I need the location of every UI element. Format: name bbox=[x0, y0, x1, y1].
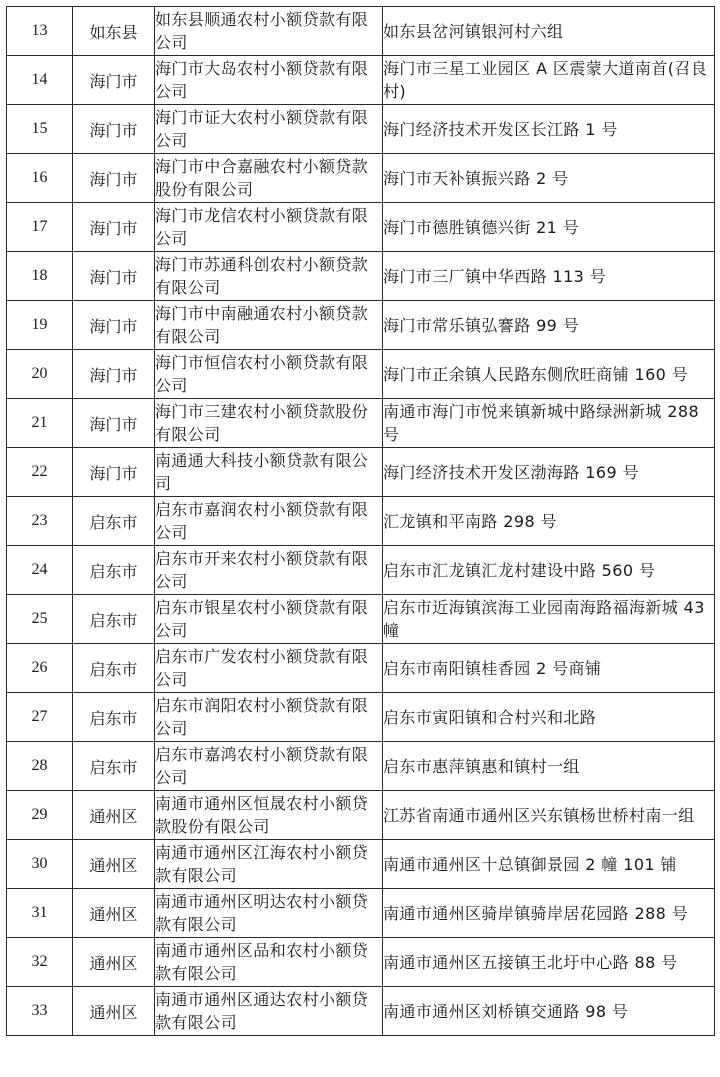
company-name-cell: 南通市通州区通达农村小额贷款有限公司 bbox=[155, 987, 383, 1036]
row-number: 29 bbox=[7, 791, 73, 840]
row-number: 14 bbox=[7, 56, 73, 105]
address-cell: 海门市三星工业园区 A 区震蒙大道南首(召良村) bbox=[383, 56, 715, 105]
company-name-cell: 启东市广发农村小额贷款有限公司 bbox=[155, 644, 383, 693]
table-row bbox=[7, 497, 715, 546]
table-row bbox=[7, 742, 715, 791]
row-number: 21 bbox=[7, 399, 73, 448]
address-cell: 启东市寅阳镇和合村兴和北路 bbox=[383, 693, 715, 742]
row-number: 24 bbox=[7, 546, 73, 595]
district-cell: 启东市 bbox=[73, 693, 155, 742]
row-number: 31 bbox=[7, 889, 73, 938]
table-row bbox=[7, 154, 715, 203]
document-page bbox=[6, 6, 714, 1036]
company-name-cell: 南通市通州区品和农村小额贷款有限公司 bbox=[155, 938, 383, 987]
district-cell: 启东市 bbox=[73, 546, 155, 595]
company-name-cell: 海门市证大农村小额贷款有限公司 bbox=[155, 105, 383, 154]
table-row bbox=[7, 791, 715, 840]
district-cell: 海门市 bbox=[73, 301, 155, 350]
address-cell: 南通市通州区刘桥镇交通路 98 号 bbox=[383, 987, 715, 1036]
row-number: 28 bbox=[7, 742, 73, 791]
company-name-cell: 海门市大岛农村小额贷款有限公司 bbox=[155, 56, 383, 105]
address-cell: 启东市汇龙镇汇龙村建设中路 560 号 bbox=[383, 546, 715, 595]
address-cell: 海门经济技术开发区长江路 1 号 bbox=[383, 105, 715, 154]
address-cell: 启东市惠萍镇惠和镇村一组 bbox=[383, 742, 715, 791]
district-cell: 海门市 bbox=[73, 399, 155, 448]
row-number: 19 bbox=[7, 301, 73, 350]
table-row bbox=[7, 889, 715, 938]
district-cell: 海门市 bbox=[73, 350, 155, 399]
row-number: 22 bbox=[7, 448, 73, 497]
table-row bbox=[7, 56, 715, 105]
district-cell: 海门市 bbox=[73, 105, 155, 154]
district-cell: 通州区 bbox=[73, 987, 155, 1036]
address-cell: 海门市三厂镇中华西路 113 号 bbox=[383, 252, 715, 301]
table-row bbox=[7, 301, 715, 350]
company-name-cell: 启东市嘉润农村小额贷款有限公司 bbox=[155, 497, 383, 546]
table-row bbox=[7, 350, 715, 399]
row-number: 25 bbox=[7, 595, 73, 644]
address-cell: 海门经济技术开发区渤海路 169 号 bbox=[383, 448, 715, 497]
table-row bbox=[7, 987, 715, 1036]
address-cell: 海门市正余镇人民路东侧欣旺商铺 160 号 bbox=[383, 350, 715, 399]
company-name-cell: 南通通大科技小额贷款有限公司 bbox=[155, 448, 383, 497]
table-row bbox=[7, 546, 715, 595]
company-name-cell: 海门市中合嘉融农村小额贷款股份有限公司 bbox=[155, 154, 383, 203]
district-cell: 海门市 bbox=[73, 448, 155, 497]
district-cell: 海门市 bbox=[73, 56, 155, 105]
company-name-cell: 海门市苏通科创农村小额贷款有限公司 bbox=[155, 252, 383, 301]
district-cell: 海门市 bbox=[73, 252, 155, 301]
row-number: 32 bbox=[7, 938, 73, 987]
address-cell: 海门市德胜镇德兴街 21 号 bbox=[383, 203, 715, 252]
table-row bbox=[7, 448, 715, 497]
row-number: 27 bbox=[7, 693, 73, 742]
company-name-cell: 启东市开来农村小额贷款有限公司 bbox=[155, 546, 383, 595]
company-name-cell: 海门市恒信农村小额贷款有限公司 bbox=[155, 350, 383, 399]
company-name-cell: 海门市三建农村小额贷款股份有限公司 bbox=[155, 399, 383, 448]
district-cell: 通州区 bbox=[73, 889, 155, 938]
table-row bbox=[7, 399, 715, 448]
district-cell: 启东市 bbox=[73, 595, 155, 644]
row-number: 33 bbox=[7, 987, 73, 1036]
table-row bbox=[7, 7, 715, 56]
address-cell: 南通市通州区十总镇御景园 2 幢 101 铺 bbox=[383, 840, 715, 889]
district-cell: 启东市 bbox=[73, 644, 155, 693]
table-row bbox=[7, 203, 715, 252]
row-number: 18 bbox=[7, 252, 73, 301]
table-row bbox=[7, 105, 715, 154]
district-cell: 启东市 bbox=[73, 742, 155, 791]
address-cell: 海门市常乐镇弘謇路 99 号 bbox=[383, 301, 715, 350]
address-cell: 汇龙镇和平南路 298 号 bbox=[383, 497, 715, 546]
address-cell: 南通市通州区五接镇王北圩中心路 88 号 bbox=[383, 938, 715, 987]
company-name-cell: 海门市龙信农村小额贷款有限公司 bbox=[155, 203, 383, 252]
row-number: 15 bbox=[7, 105, 73, 154]
address-cell: 启东市南阳镇桂香园 2 号商铺 bbox=[383, 644, 715, 693]
address-cell: 南通市海门市悦来镇新城中路绿洲新城 288 号 bbox=[383, 399, 715, 448]
table-row bbox=[7, 644, 715, 693]
company-name-cell: 启东市润阳农村小额贷款有限公司 bbox=[155, 693, 383, 742]
company-name-cell: 启东市银星农村小额贷款有限公司 bbox=[155, 595, 383, 644]
table-row bbox=[7, 252, 715, 301]
district-cell: 海门市 bbox=[73, 154, 155, 203]
table-row bbox=[7, 938, 715, 987]
address-cell: 南通市通州区骑岸镇骑岸居花园路 288 号 bbox=[383, 889, 715, 938]
address-cell: 江苏省南通市通州区兴东镇杨世桥村南一组 bbox=[383, 791, 715, 840]
row-number: 20 bbox=[7, 350, 73, 399]
district-cell: 启东市 bbox=[73, 497, 155, 546]
row-number: 16 bbox=[7, 154, 73, 203]
company-name-cell: 南通市通州区恒晟农村小额贷款股份有限公司 bbox=[155, 791, 383, 840]
lender-table bbox=[6, 6, 715, 1036]
table-row bbox=[7, 595, 715, 644]
district-cell: 通州区 bbox=[73, 791, 155, 840]
row-number: 13 bbox=[7, 7, 73, 56]
district-cell: 海门市 bbox=[73, 203, 155, 252]
company-name-cell: 海门市中南融通农村小额贷款有限公司 bbox=[155, 301, 383, 350]
address-cell: 如东县岔河镇银河村六组 bbox=[383, 7, 715, 56]
table-row bbox=[7, 840, 715, 889]
row-number: 30 bbox=[7, 840, 73, 889]
company-name-cell: 如东县顺通农村小额贷款有限公司 bbox=[155, 7, 383, 56]
address-cell: 海门市天补镇振兴路 2 号 bbox=[383, 154, 715, 203]
address-cell: 启东市近海镇滨海工业园南海路福海新城 43 幢 bbox=[383, 595, 715, 644]
row-number: 26 bbox=[7, 644, 73, 693]
company-name-cell: 启东市嘉鸿农村小额贷款有限公司 bbox=[155, 742, 383, 791]
row-number: 23 bbox=[7, 497, 73, 546]
district-cell: 通州区 bbox=[73, 938, 155, 987]
district-cell: 通州区 bbox=[73, 840, 155, 889]
company-name-cell: 南通市通州区明达农村小额贷款有限公司 bbox=[155, 889, 383, 938]
district-cell: 如东县 bbox=[73, 7, 155, 56]
row-number: 17 bbox=[7, 203, 73, 252]
table-row bbox=[7, 693, 715, 742]
company-name-cell: 南通市通州区江海农村小额贷款有限公司 bbox=[155, 840, 383, 889]
